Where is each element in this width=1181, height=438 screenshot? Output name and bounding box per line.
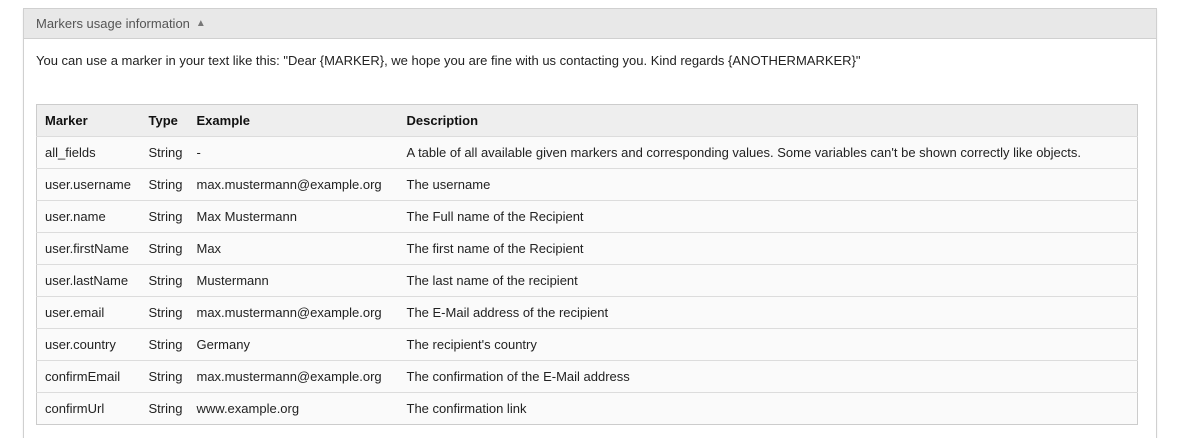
cell-example: Germany (189, 329, 399, 361)
cell-marker: confirmUrl (37, 393, 141, 425)
cell-type: String (141, 329, 189, 361)
cell-type: String (141, 233, 189, 265)
cell-marker: user.username (37, 169, 141, 201)
cell-description: The recipient's country (399, 329, 1138, 361)
column-header-example: Example (189, 105, 399, 137)
markers-table-head-row (37, 105, 1138, 137)
cell-marker: confirmEmail (37, 361, 141, 393)
table-row (37, 201, 1138, 233)
cell-marker: user.name (37, 201, 141, 233)
cell-example: max.mustermann@example.org (189, 169, 399, 201)
cell-description: The first name of the Recipient (399, 233, 1138, 265)
table-row (37, 137, 1138, 169)
cell-description: The confirmation of the E-Mail address (399, 361, 1138, 393)
marker-usage-intro-text: You can use a marker in your text like this: "Dear {MARKER}, we hope you are fine with us contacting you. Kind regards {ANOTHERMARKER}" (36, 53, 861, 68)
cell-marker: all_fields (37, 137, 141, 169)
panel-title: Markers usage information (36, 16, 190, 31)
table-row (37, 329, 1138, 361)
cell-description: The E-Mail address of the recipient (399, 297, 1138, 329)
cell-type: String (141, 137, 189, 169)
cell-type: String (141, 297, 189, 329)
cell-type: String (141, 361, 189, 393)
cell-marker: user.firstName (37, 233, 141, 265)
cell-marker: user.country (37, 329, 141, 361)
cell-description: The username (399, 169, 1138, 201)
markers-table-body (37, 137, 1138, 425)
cell-example: www.example.org (189, 393, 399, 425)
table-row (37, 393, 1138, 425)
column-header-type: Type (141, 105, 189, 137)
markers-table (36, 104, 1138, 425)
cell-description: The confirmation link (399, 393, 1138, 425)
cell-type: String (141, 169, 189, 201)
cell-example: max.mustermann@example.org (189, 361, 399, 393)
cell-example: Mustermann (189, 265, 399, 297)
cell-example: Max (189, 233, 399, 265)
collapse-arrow-icon: ▲ (195, 17, 206, 29)
cell-type: String (141, 201, 189, 233)
cell-description: A table of all available given markers and corresponding values. Some variables can't be shown correctly like objects. (399, 137, 1138, 169)
cell-type: String (141, 393, 189, 425)
table-row (37, 233, 1138, 265)
cell-description: The Full name of the Recipient (399, 201, 1138, 233)
markers-usage-panel-body (24, 39, 1156, 438)
cell-example: max.mustermann@example.org (189, 297, 399, 329)
table-row (37, 297, 1138, 329)
table-row (37, 361, 1138, 393)
cell-description: The last name of the recipient (399, 265, 1138, 297)
cell-example: Max Mustermann (189, 201, 399, 233)
cell-marker: user.email (37, 297, 141, 329)
table-row (37, 169, 1138, 201)
column-header-description: Description (399, 105, 1138, 137)
markers-usage-panel (23, 8, 1157, 438)
cell-marker: user.lastName (37, 265, 141, 297)
markers-usage-panel-header[interactable] (24, 9, 1156, 39)
table-row (37, 265, 1138, 297)
column-header-marker: Marker (37, 105, 141, 137)
markers-table-head (37, 105, 1138, 137)
cell-type: String (141, 265, 189, 297)
cell-example: - (189, 137, 399, 169)
